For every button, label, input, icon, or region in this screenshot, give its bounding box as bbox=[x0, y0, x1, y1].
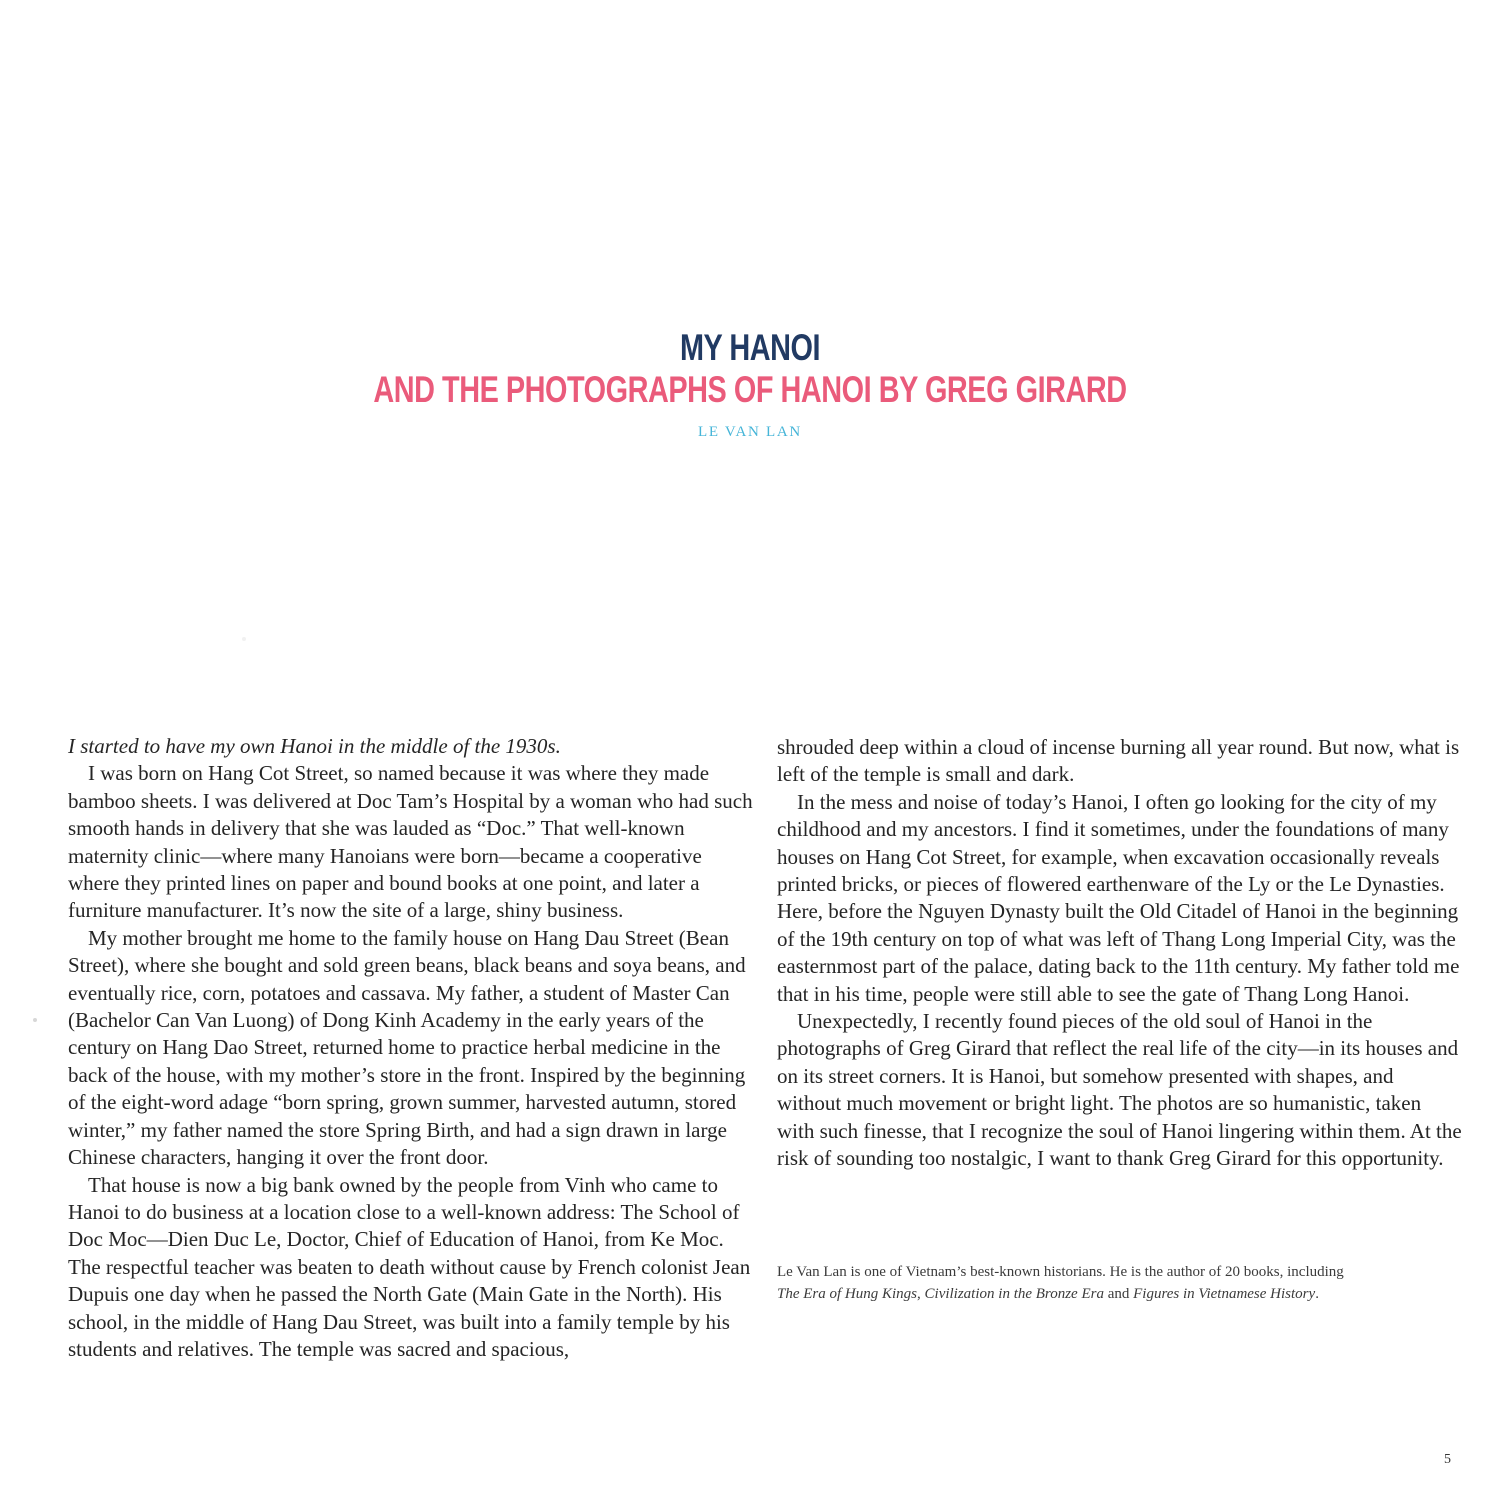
bio-separator-1: , bbox=[917, 1286, 925, 1302]
paragraph-childhood-search: In the mess and noise of today’s Hanoi, I often go looking for the city of my childhood and my ancestors. I find it sometimes, under the foundations of many houses on Hang Cot Street, for example, when excavation occasionally reveals printed bricks, or pieces of flowered earthenware of the Ly or the Le Dynasties. Here, before the Nguyen Dynasty built the Old Citadel of Hanoi in the beginning of the 19th century on top of what was left of Thang Long Imperial City, was the easternmost part of the palace, dating back to the 11th century. My father told me that in his time, people were still able to see the gate of Thang Long Hanoi. bbox=[777, 789, 1460, 1006]
title-main: MY HANOI bbox=[679, 327, 821, 368]
author-bio bbox=[777, 1261, 1447, 1305]
book-title-3: Figures in Vietnamese History bbox=[1133, 1286, 1316, 1302]
book-title-1: The Era of Hung Kings bbox=[777, 1286, 918, 1302]
bio-end: . bbox=[1315, 1286, 1319, 1302]
paragraph-birth: I was born on Hang Cot Street, so named because it was where they made bamboo sheets. I was delivered at Doc Tam’s Hospital by a woman who had such smooth hands in delivery that she was lauded as “Doc.” That well-known maternity clinic—where many Hanoians were born—became a cooperative where they printed lines on paper and bound books at one point, and later a furniture manufacturer. It’s now the site of a large, shiny business. bbox=[68, 761, 753, 923]
paragraph-bank-house: That house is now a big bank owned by the people from Vinh who came to Hanoi to do business at a location close to a well-known address: The School of Doc Moc—Dien Duc Le, Doctor, Chief of Education of Hanoi, from Ke Moc. The respectful teacher was beaten to death without cause by French colonist Jean Dupuis one day when he passed the North Gate (Main Gate in the North). His school, in the middle of Hang Dau Street, was built into a family temple by his students and relatives. The temple was sacred and spacious, bbox=[68, 1172, 751, 1361]
paper-speck bbox=[242, 637, 246, 641]
paragraph-photographs: Unexpectedly, I recently found pieces of the old soul of Hanoi in the photographs of Greg Girard that reflect the real life of the city—in its houses and on its street corners. It is Hanoi, but somehow presented with shapes, and without much movement or bright light. The photos are so humanistic, taken with such finesse, that I recognize the soul of Hanoi lingering within them. At the risk of sounding too nostalgic, I want to thank Greg Girard for this opportunity. bbox=[777, 1009, 1462, 1171]
right-column bbox=[777, 734, 1462, 1173]
title-subtitle: AND THE PHOTOGRAPHS OF HANOI BY GREG GIRARD bbox=[373, 368, 1127, 410]
paragraph-family-house: My mother brought me home to the family house on Hang Dau Street (Bean Street), where she bought and sold green beans, black beans and soya beans, and eventually rice, corn, potatoes and cassava. My father, a student of Master Can (Bachelor Can Van Luong) of Dong Kinh Academy in the early years of the century on Hang Dao Street, returned home to practice herbal medicine in the back of the house, with my mother’s store in the front. Inspired by the beginning of the eight-word adage “born spring, grown summer, harvested autumn, stored winter,” my father named the store Spring Birth, and had a sign drawn in large Chinese characters, hanging it over the front door. bbox=[68, 925, 746, 1170]
page-number: 5 bbox=[1444, 1452, 1451, 1467]
bio-lead: Le Van Lan is one of Vietnam’s best-known historians. He is the author of 20 books, including bbox=[777, 1264, 1344, 1280]
bio-text bbox=[777, 1261, 1447, 1305]
paper-speck bbox=[33, 1018, 37, 1022]
title-block bbox=[0, 328, 1500, 441]
left-column bbox=[68, 733, 753, 1363]
book-title-2: Civilization in the Bronze Era bbox=[924, 1286, 1104, 1302]
author-byline: LE VAN LAN bbox=[698, 423, 802, 440]
bio-separator-2: and bbox=[1103, 1286, 1134, 1302]
paragraph-temple-continuation: shrouded deep within a cloud of incense burning all year round. But now, what is left of the temple is small and dark. bbox=[777, 735, 1460, 787]
opening-line: I started to have my own Hanoi in the middle of the 1930s. bbox=[68, 734, 561, 758]
